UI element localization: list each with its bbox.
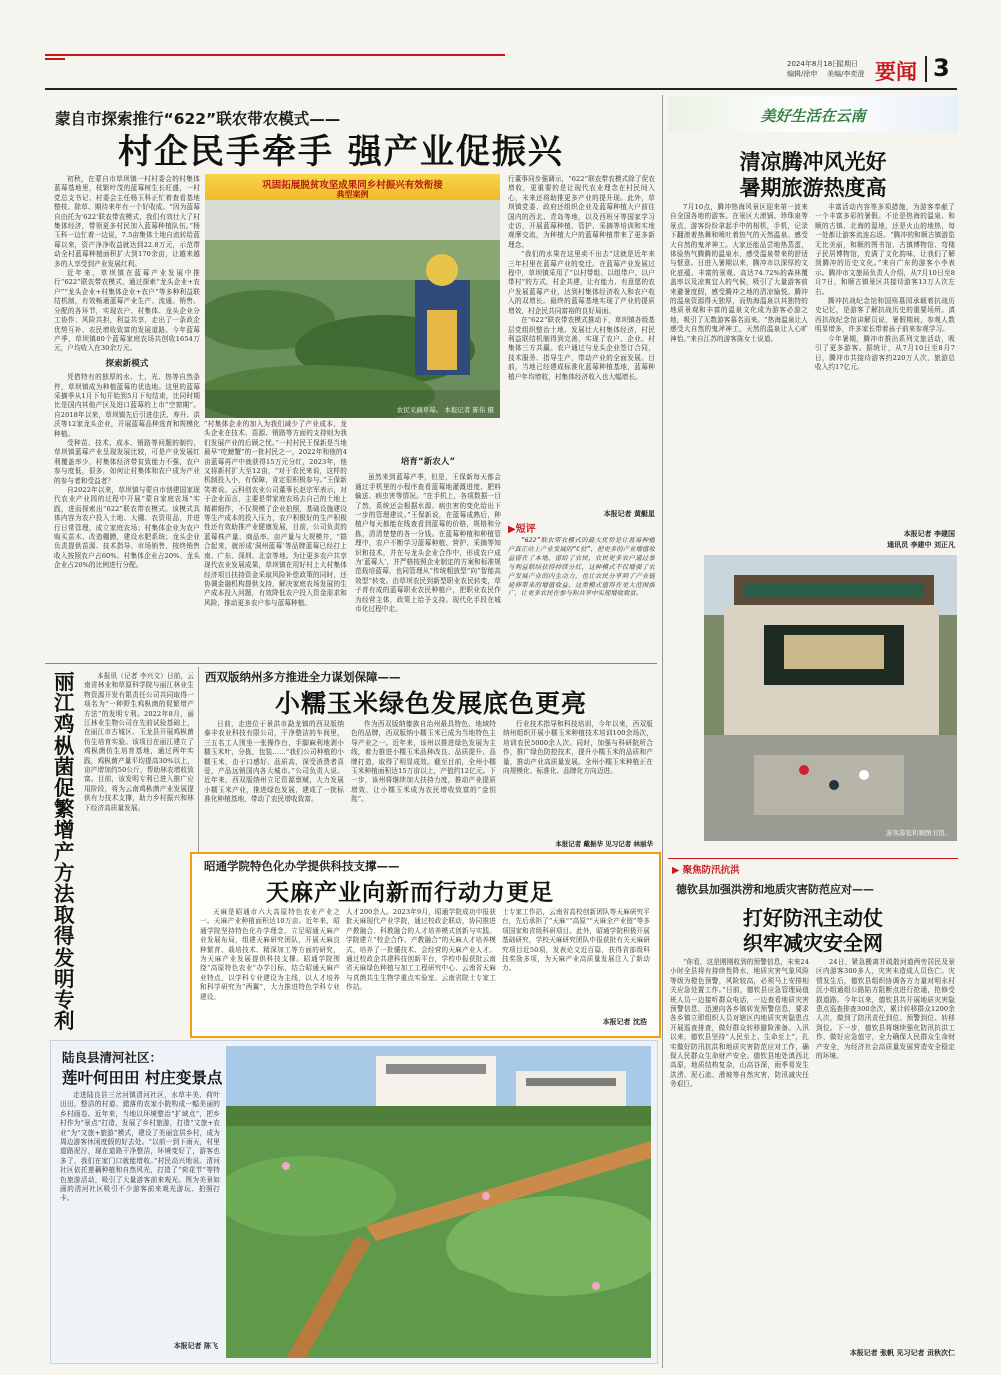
lead-col2 [204,420,347,660]
library-building-illustration [704,555,957,841]
header-weekday: 星期日 [837,60,858,68]
short-comment-text: “622”联农带农模式的最大优势是让蓝莓种植户真正站上产业发展的“C位”，把更多的产业增值收益留在了本地，留给了农民，农民更多农户通过参与利益联结获得持续分红，这种模式不仅增强了农户发展产业的内生动力，也让农民分享到了产业链延伸带来的增值收益。这类模式值得在更大范围推广，让更多农民在参与和共享中实现增收致富。 [508,537,655,598]
tianma-col2: 人才200余人。2023年9月，昭通学院成功申报获批天麻现代产业学院，通过校政企联动，协同推进产教融合、科教融合的人才培养模式创新与实践。学院建立“校企合作、产教融合”的天麻人才培养模式，培养了一批懂技术、会经营的天麻产业人才。通过校政企共建科技创新平台，学校申报获批云南省天麻绿色种植与加工工程研究中心、云南省天麻与真菌共生生物学重点实验室、云南省院士专家工作站。 [346,908,496,992]
tianma-headline: 天麻产业向新而行动力更足 [266,880,554,906]
lijiang-headline: 丽江鸡枞菌促繁增产方法取得发明专利 [54,670,75,1034]
case-banner [205,174,500,200]
lead-col3 [355,420,501,660]
header-editor: 编辑/徐申 [787,70,818,78]
travel-headline-l1: 清凉腾冲风光好 [739,150,887,174]
header-rule [45,54,505,56]
rice-kicker: 西双版纳州多方推进全力谋划保障—— [205,670,401,684]
travel-headline-l2: 暑期旅游热度高 [739,176,887,200]
rice-byline: 本报记者 戴振华 见习记者 林丽华 [555,840,653,848]
lead-section1c: 自2022年以来，草坝镇与蒙自市创建国家现代农业产业园的过程中开展“蒙自家庭农场”实践，进而探索出“622”联农带农模式。该模式具体内容为农户投入土地、大棚、农资用品，并进行日常管理，成立家庭农场；村集体企业为农户购买苗木、改造棚膜，建设水肥系统；龙头企业负责提供苗源、技术指导、市场销售，按终销售收入按照农户占60%、村集体企业占20%、龙头企业占20%的比例进行分配。 [54,486,200,570]
travel-col2-text: 丰富活动内容等多项措施，为游客奉献了一个丰富多彩的暑假。不论是热海的温泉、和顺的古镇、北海的湿地，还是火山的地热，每一处都让游客流连忘返。“腾冲的和顺古镇游览无比美丽，和顺的图书馆、古镇博物馆、弯楼子民居博物馆，充满了文化韵味，让我们了解到腾冲的历史文化。”来自广东的游客小李表示。腾冲市文旅局负责人介绍，从7月10日至8月7日，和顺古镇景区共接待游客13万人次左右。 [815,203,955,296]
rice-col3: 行业技术指导和科技培训，今年以来，西双版纳州组织开展小糯玉米种植技术培训100余场次，培训农民5000余人次。同时，加强与科研院所合作，推广绿色防控技术，提升小糯玉米的品质和产量，推动产业高质量发展。全州小糯玉米种植正在向规模化、标准化、品牌化方向迈进。 [503,720,653,776]
travel-col2b-text: 腾冲抗战纪念馆和国殇墓园承载着抗战历史记忆，是游客了解抗战历史的重要场所。滇西抗战纪念馆讲解员说，暑假期间，参观人数明显增多，许多家长带着孩子前来参观学习。 [815,297,955,334]
tianma-byline: 本报记者 沈浩 [602,1018,647,1026]
short-comment-arrow-icon: ▶ [508,524,516,535]
lead-col2-text: “村集体企业的加入为我们减少了产业成本，龙头企业在技术、苗源、销路等方面的支持则为我们发展产业的后顾之忧。”一村村民王保新是当地最早“吃螃蟹”的一批村民之一，2022年和他的4亩蓝莓再产中就获得15万元分红，2023年，他又将新村扩大至12亩，“对于农民来说，这样的机制投入小，有保障，肯定很积极参与。”王保新笑着说。云科创农业公司董事长赵宗军表示，对于企业而言，主要是带家庭农场去自己的土地上精耕细作，不仅规模了企业拍照，基础设施建设等生产成本的投入压力，农户积极好的生产积极性还有效助推产业健康发展，目前，公司负责的蓝莓株产量、商品率、亩产量与大规模井，“群合起来，就形成‘洞州蓝莓’等品牌蓝莓已经打上南、广东、深圳、北京等地。为让更多农户共享现代农业发展成果，草坝镇在用好村上大村集体经济项目扶持资金采取风险补偿政策的同时，还协调金融机构提供支持，解决家庭农场发展的生产成本投入问题，有效降低农户投入资金需求和风险，推动更多农户参与蓝莓种植。 [204,420,347,607]
header-bar [45,54,957,88]
page-number: 3 [933,54,950,82]
header-designer: 美编/李奕澄 [827,70,865,78]
flood-kicker: 德钦县加强洪涝和地质灾害防范应对—— [676,883,874,896]
lead-headline: 村企民手牵手 强产业促振兴 [118,132,564,172]
travel-byline-1: 本报记者 李建国 [903,530,955,538]
short-comment-label [508,520,536,535]
lijiang-text: 本报讯（记者 李兴文）日前，云南省林业和草原科学院与丽江林业生物资源开发有限责任公司共同取得一项名为“一种野生鸡枞菌的促繁增产方法”的发明专利。2022年8月，丽江林业生物公司在先前试验基础上，在丽江市古城区、玉龙县开展鸡枞菌仿生培育实验。该项目在丽江建立了鸡枞菌仿生培育基地，通过两年实践，鸡枞菌产量平均提高30%以上，亩产增加约50公斤，帮助林农增收致富。目前，该发明专利已进入推广应用阶段，将为云南鸡枞菌产业发展提供有力技术支撑，助力乡村振兴和林下经济高质量发展。 [84,672,194,812]
section1-title: 探索新模式 [105,358,149,369]
lead-kicker: 蒙自市探索推行“622”联农带农模式—— [55,110,341,128]
flood-label-text: 聚焦防汛抗洪 [682,865,740,876]
section-name: 要闻 [875,60,917,84]
strawberry-photo [205,200,500,418]
rice-headline: 小糯玉米绿色发展底色更亮 [275,689,588,718]
travel-banner [668,96,958,132]
village-headline-l1: 陆良县清河社区： [62,1050,163,1065]
library-photo-caption: 游客游览和顺图书馆。 [886,829,951,837]
flood-headline-l2: 织牢减灾安全网 [743,931,883,955]
case-banner-line1: 巩固拓展脱贫攻坚成果同乡村振兴有效衔接 [262,180,443,191]
strawberry-field-illustration [205,200,500,418]
village-byline: 本报记者 陈飞 [173,1342,218,1350]
village-text: 走进陆良县三岔河镇清河社区，水草丰美、荷叶田田，整洁的村道、錯落的农家小院构成一幅美丽的乡村画卷。近年来，当地以环境整治“扩域点”，把乡村作为“景点”打造，发展了乡村旅游，打造“文旅+农业”为“文旅+旅游”模式，建设了美丽宜居乡村，成为周边游客休闲度假的好去处。“以前一到下雨天，村里道路泥泞，现在道路干净整洁，环境变好了，游客也多了，我们在家门口就能增收。”村民高兴地说。清河社区依托莲藕种植和自然风光，打造了“荷花节”等特色旅游活动，吸引了大量游客前来观光。图为美景如画的清河社区吸引不少游客前来观光游玩、拍照打卡。 [60,1091,220,1203]
flood-col2: 24日，紧急搬离并疏散河道两旁居民及景区内游客300多人，灾害未造成人员伤亡。灾情发生后，德钦县组织协调各方力量对明永村沉小组通组公路陷方阻断点进行抢通，抢修受损道路。今年以来，德钦县共开展地质灾害隐患点巡查排查300余次，累计转移群众1200余人次，做到了防汛责任到位、预警到位、转移到位。下一步，德钦县将继续强化防汛抗洪工作，做好应急值守，全力确保人民群众生命财产安全，为经济社会高质量发展营造安全稳定的环境。 [816,958,955,1061]
lead-col1 [54,175,200,660]
flood-headline-l1: 打好防汛主动仗 [743,906,883,930]
village-headline-l2: 莲叶何田田 村庄变景点 [62,1069,223,1087]
travel-byline-2: 通讯员 李建中 刘正凡 [887,541,955,549]
library-photo [704,555,957,841]
flood-top-rule [668,858,958,859]
lead-section1b: 受种苗、技术、成本、销路等问题的制约，草坝镇蓝莓产业呈现发展比较，可是产业发展红利覆盖率少，村集体经济带贫致能力不强，农户参与度低，很多，如何让村集体和农户成为产业的参与者和受益者？ [54,438,200,485]
lead-intro: 初秋，在蒙自市草坝镇一村村委会的村集体蓝莓基地里，枝繁叶茂的蓝莓树生长旺盛，一村党总支书记、村委会主任杨玉科正忙着查看基地整枝、除草、期待来年有一个好收成。“因为蓝莓自由托为‘622’联农带农模式，我们有效壮大了村集体经济，带领更多村民加入蓝莓种植队伍。”杨玉科一边忙着一边说，7.5亩集体土地自流转给蓝莓以来，资产净净收益就达到22.8万元，示范带动全村蓝莓种植面积扩大到170余亩，让越来越多的人享受到产业发展红利。 [54,175,200,268]
tianma-col1: 天麻是昭通市六大高原特色农业产业之一。天麻产业种植面积达10万亩。近年来，昭通学院坚持特色化办学理念，立足昭通天麻产业发展布局，组建天麻研究团队，开展天麻良种繁育、栽培技术、精深加工等方面的研究，为天麻产业发展提供科技支撑。昭通学院围绕“高原特色农业”办学目标，结合昭通天麻产业特点，以学科专业建设为主线，以人才培养和科学研究为“两翼”，大力推进特色学科专业建设。 [200,908,340,1001]
lead-col4 [508,175,655,518]
lead-col3-text: 虽然来到蓝莓产季，但是，王保新每天都会通过手机里的小程序查看蓝莓地灌溉进度、肥料输送、病虫害等情况。“在手机上，各项数据一目了然，系统还会根据水源、病虫害的变化给出下一步的管理建议。”王保新说，在蓝莓成熟后，种植户每天都能在线查看到蓝莓的价格，规格和分拣，清清楚楚的各一分钱。在蓝莓种植和种植管理中，农户不断学习蓝莓种植、营护、采摘等知识和技术，并在与龙头企业合作中，形成农户成为‘蓝莓人’，并严格按照企业制定的方案和标准规范栽培蓝莓，也同管理从“传统粗放型”向“智能高效型”转变。由草坝农民到新型职业农民转变，草子育有成的蓝莓职业农民种植户，把职业农民作为经营主体，政策上给予支持。现代化手段在城市化过程中走。 [355,473,501,614]
travel-col2 [815,203,955,528]
header-date: 2024年8月18日 [787,60,840,68]
lead-col4-text: 行董事同步强调示，“622”联农带农模式除了促农增收，更重要的是让现代农业理念在村民间入心，未来还将助推更多产业的提升现。此外，草坝镇党委、政府还组织企业及蓝莓种植大户前往国内的西北、青岛等地，以及西班牙等国家学习走访，开展蓝莓种植、管护、采摘等培训和实地观摩交流，为种植大户的蓝莓种植带来了更多新理念。 [508,175,655,249]
travel-col1: 7月10点，腾冲热海风景区迎来第一波来自全国各地的游客。在景区大滚锅、珍珠泉等景点，游客纷纷拿起手中的相机，手机，记录下翻滚着热舞和喷吐着热气的天然温泉。感受大自然的鬼斧神工。大家还能品尝地热蒸蛋，体验热气腾腾的温泉水，感受温泉带来的舒适与惬意。日进入暑期以来，腾冲市以深厚的文化底蕴、丰富的景观、高达74.72%的森林覆盖率以及凉爽宜人的气候，吸引了大量游客前来避暑度假，感受腾冲之地的清凉愉悦。腾冲的温泉资源得天独厚，而热海温泉以其独特的地质景观和丰富的温泉文化成为游客必游之地，吸引了无数游客慕名而来。“热海温泉让人感受大自然的鬼斧神工，天然的温泉让人心旷神怡。”来自江苏的游客陈女士说道。 [670,203,808,343]
case-banner-line2: 典型案例 [336,190,369,199]
rice-col2: 作为西双版纳傣族自治州最具特色、地域特色的品牌，西双版纳小糯玉米已成为当地特色主导产业之一。近年来，该州以推进绿色发展为主线，着力推进小糯玉米品种改良、品质提升、品牌打造，取得了明显成效。截至目前，全州小糯玉米种植面积达15万亩以上，产值约12亿元。下一步，该州将继续加大扶持力度，推动产业提质增效，让小糯玉米成为农民增收致富的“金钥匙”。 [351,720,496,804]
lead-more: 近年来，草坝镇在蓝莓产业发展中推行“622”联农带农模式，通过探索“龙头企业+农户”“龙头企业+村集体企业+农户”等多种利益联结机制，有效畅通蓝莓产业生产、流通、销售、分配的各环节，实现农户、村集体、龙头企业分工协作、风险共担，利益共享，走出了一条政企优势互补、农民增收致富的发展道路。今年蓝莓产季，草坝镇80个蓝莓家庭农场共创收1654万元，户均收入在30余万元。 [54,269,200,353]
lead-byline: 本报记者 黄艇星 [603,510,655,518]
short-comment-title: 短评 [515,524,536,535]
flood-label [672,862,740,876]
lotus-pond-illustration [226,1046,651,1358]
column-divider [662,95,663,1368]
section2-title: 培育“新农人” [400,457,456,467]
travel-banner-text: 美好生活在云南 [760,107,866,125]
tianma-kicker: 昭通学院特色化办学提供科技支撑—— [204,859,400,873]
header-separator [925,56,927,82]
tianma-col3: 士专家工作站，云南省高校创新团队等天麻研究平台，先后承担了“天麻”“高原”“天麻全产业链”等多项国家和省级科研项目。此外，昭通学院积极开展基础研究，学校天麻研究团队申报获批有关天麻研究项目近50项，发表论文近百篇，获得省部级科技奖励多项，为天麻产业高质量发展注入了新动力。 [502,908,650,973]
rice-col1: 日前，走进位于景洪市勐龙镇的西双版纳泰丰农业科技有限公司，干净整洁的车间里，三五名工人围坐一张操作台，手脚麻利地剥小糯玉米叶，分拣，包装……“我们公司种植的小糯玉米，由于口感好、品质高，深受消费者喜爱，产品远销国内各大城市。”公司负责人说。近年来，西双版纳州立足资源禀赋，大力发展小糯玉米产业，推进绿色发展，建成了一批标准化种植基地，带动了农民增收致富。 [204,720,344,804]
header-bottom-rule [45,88,957,90]
strawberry-photo-caption: 农民采摘草莓。 本报记者 陈伟 摄 [396,406,494,414]
flood-col1: “你看，这是刚刚收到的预警信息，未来24小时全县将有持续性降水，地质灾害气象风险等级为橙色预警，风险较高，必须马上安排相关应急处置工作。”日前，德钦县应急管理局值班人员一边接听群众电话，一边查看地质灾害预警信息，迅速向各乡镇转发预警信息，要求各乡镇立即组织人员对辖区内地质灾害隐患点开展巡查排查，做好群众转移避险准备。入汛以来，德钦县坚持“人民至上、生命至上”，扎实做好防汛抗洪和地质灾害防范应对工作，确保人民群众生命财产安全。德钦县地处滇西北高原，地质结构复杂，山高谷深，雨季易发生洪涝、泥石流、滑坡等自然灾害，防汛减灾任务艰巨。 [670,958,809,1089]
lead-col4-more2: 在“622”联农带农模式推动下，草坝镇各级基层党组织整治土地、发展壮大村集体经济，村民利益联结机制得到完善，实现了农户、企业、村集体三方共赢。农户通过与龙头企业签订合同，技术服务、指导生产，带动产业的全面发展。目前，当地已经建成标准化蓝莓种植基地，蓝莓种植户年均增收，村集体经济收入也大幅增长。 [508,316,655,381]
lead-bottom-rule [45,663,657,664]
lead-section1: 凭借特有的独厚的水、土、光、热等自然条件，草坝镇成为种植蓝莓的优选地。这里的蓝莓采摘季从1月下旬开始到5月下旬结束，比同时期比是国内其他产区及进口蓝莓的上市“空窗期”。自2018年以来，草坝镇先后引进佳沃、寿升、洪沃等12家龙头企业，开展蓝莓品种选育和规模化种植。 [54,373,200,438]
flood-byline: 本报记者 张帆 见习记者 贡秋次仁 [849,1349,955,1357]
travel-col2c-text: 今年暑期，腾冲市推出系列文旅活动，吸引了更多游客。据统计，从7月10日至8月7日，腾冲市共接待游客约220万人次，旅游总收入约17亿元。 [815,334,955,371]
lotus-village-photo [226,1046,651,1358]
lead-col4-more: “我们的水果在这里卖不出去”这就是近年来三年村里在蓝莓产业的变迁。在蓝莓产业发展过程中，草坝镇采用了“以村带组、以组带户、以户带村”的方式，村企共建，让有能力、有意愿的农户发展蓝莓产业，达到村集体经济收入和农户收入的双增长。最终的蓝莓基地实现了产业的提质增效，村企民共同富裕的良好局面。 [508,250,655,315]
flood-label-icon: ▶ [672,865,680,876]
